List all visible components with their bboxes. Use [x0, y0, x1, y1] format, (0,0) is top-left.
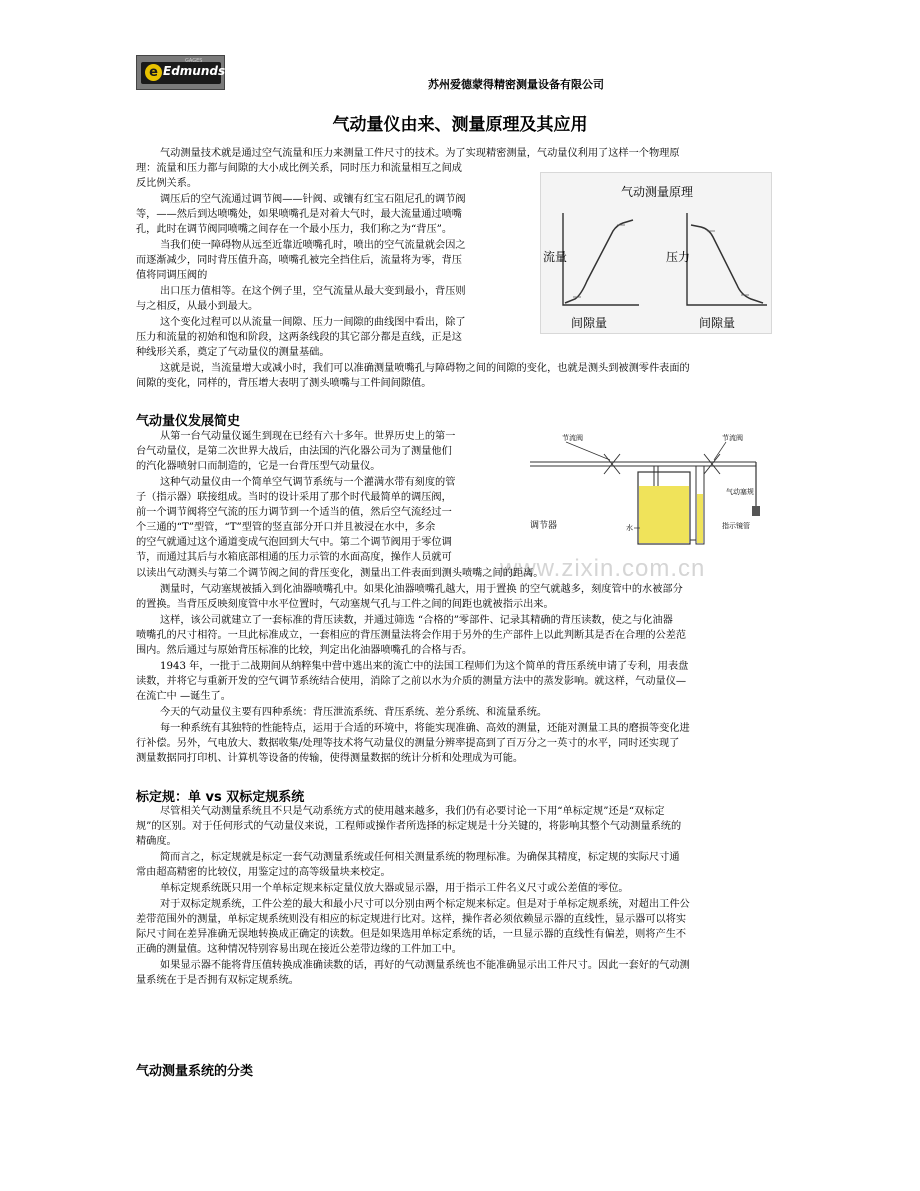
- calibration-line: 正确的测量值。这种情况特别容易出现在接近公差带边缘的工件加工中。: [136, 944, 462, 955]
- history-line: 这种气动量仪由一个简单空气调节系统与一个灌满水带有刻度的管: [160, 477, 456, 488]
- history-line: 前一个调节阀将空气流的压力调节到一个适当的值，然后空气流经过一: [136, 507, 452, 518]
- history-line: 测量时，气动塞规被插入到化油器喷嘴孔中。如果化油器喷嘴孔越大，用于置换 的空气就越多，刻度管中的水被部分: [160, 584, 683, 595]
- page-title: 气动量仪由来、测量原理及其应用: [332, 115, 588, 135]
- company-name: 苏州爱德蒙得精密测量设备有限公司: [428, 78, 604, 91]
- history-line: 1943 年，一批于二战期间从纳粹集中营中逃出来的流亡中的法国工程师们为这个简单的背压系统申请了专利，用表盘: [160, 661, 689, 672]
- history-line: 读数，并将它与重新开发的空气调节系统结合使用，消除了之前以水为介质的测量方法中的蒸发影响。就这样，气动量仪—: [136, 676, 687, 687]
- history-line: 今天的气动量仪主要有四种系统：背压泄流系统、背压系统、差分系统、和流量系统。: [160, 707, 548, 718]
- intro-line: 当我们使一障碍物从远至近靠近喷嘴孔时，喷出的空气流量就会因之: [160, 240, 466, 251]
- history-line: 测量数据同打印机、计算机等设备的传输，使得测量数据的统计分析和处理成为可能。: [136, 753, 524, 764]
- water-fill: [639, 486, 689, 543]
- history-line: 围内。然后通过与原始背压标准的比较，判定出化油器喷嘴孔的合格与否。: [136, 645, 473, 656]
- early-gauge-figure: [526, 430, 786, 570]
- intro-line: 间隙的变化，同样的，背压增大表明了测头喷嘴与工件间间隙值。: [136, 378, 432, 389]
- history-line: 的置换。当背压反映刻度管中水平位置时，气动塞规气孔与工件之间的间距也就被指示出来。: [136, 599, 554, 610]
- history-line: 个三通的“T”型管，“T”型管的竖直部分开口并且被浸在水中，多余: [136, 522, 436, 533]
- calibration-line: 规”的区别。对于任何形式的气动量仪来说，工程师或操作者所选择的标定规是十分关键的，将影响其整个气动测量系统的: [136, 821, 682, 832]
- section-heading: 气动量仪发展简史: [136, 414, 241, 429]
- history-line: 行补偿。另外，气电放大、数据收集/处理等技术将气动量仪的测量分辨率提高到了百万分之一英寸的水平，同时还实现了: [136, 738, 680, 749]
- flow-curve-marks: [573, 225, 625, 297]
- calibration-line: 单标定规系统既只用一个单标定规来标定量仪放大器或显示器，用于指示工件名义尺寸或公差值的零位。: [160, 883, 629, 894]
- valve-right-icon: [704, 454, 720, 474]
- right-xlabel: 间隙量: [699, 316, 736, 330]
- history-line: 喷嘴孔的尺寸相符。一旦此标准成立，一套相应的背压测量法将会作用于另外的生产部件上以此判断其是否在合理的公差范: [136, 630, 687, 641]
- calibration-line: 精确度。: [136, 836, 177, 847]
- calibration-line: 简而言之，标定规就是标定一套气动测量系统或任何相关测量系统的物理标准。为确保其精度，标定规的实际尺寸通: [160, 852, 680, 863]
- history-line: 子（指示器）联接组成。当时的设计采用了那个时代最简单的调压阀，: [136, 492, 452, 503]
- water-label: 水: [626, 524, 633, 532]
- intro-line: 气动测量技术就是通过空气流量和压力来测量工件尺寸的技术。为了实现精密测量，气动量仪利用了这样一个物理原: [160, 148, 680, 159]
- pressure-ylabel: 压力: [666, 250, 691, 264]
- intro-line: 这个变化过程可以从流量一间隙、压力一间隙的曲线图中看出，除了: [160, 317, 466, 328]
- regulator-label: 调节器: [530, 521, 558, 531]
- section-heading: 标定规：单 vs 双标定规系统: [136, 790, 305, 805]
- history-line: 台气动量仪，是第二次世界大战后，由法国的汽化器公司为了测量他们: [136, 446, 452, 457]
- intro-line: 反比例关系。: [136, 178, 198, 189]
- calibration-line: 尽管相关气动测量系统且不只是气动系统方式的使用越来越多，我们仍有必要讨论一下用“单标定规”还是“双标定: [160, 806, 665, 817]
- intro-line: 出口压力值相等。在这个例子里，空气流量从最大变到最小，背压则: [160, 286, 466, 297]
- intro-line: 值将同调压阀的: [136, 270, 208, 281]
- calibration-line: 常由超高精密的比较仪，用鉴定过的高等级量块来校定。: [136, 867, 391, 878]
- intro-line: 理：流量和压力都与间隙的大小成比例关系，同时压力和流量相互之间成: [136, 163, 462, 174]
- gauge-label: 气动塞规: [726, 488, 754, 496]
- intro-line: 种线形关系，奠定了气动量仪的测量基础。: [136, 347, 330, 358]
- early-gauge-svg: [526, 430, 786, 570]
- indicator-water: [697, 494, 703, 543]
- pressure-curve-marks: [707, 231, 749, 295]
- intro-line: 而逐渐减少，同时背压值升高，喷嘴孔被完全挡住后，流量将为零，背压: [136, 255, 462, 266]
- calibration-line: 如果显示器不能将背压值转换成准确读数的话，再好的气动测量系统也不能准确显示出工件尺寸。因此一套好的气动测: [160, 960, 690, 971]
- indicator-label: 指示镜管: [722, 522, 750, 530]
- section-heading: 气动测量系统的分类: [136, 1064, 254, 1079]
- calibration-line: 际尺寸间在差异准确无误地转换成正确定的读数。但是如果选用单标定系统的话，一旦显示器的直线性有偏差，则将产生不: [136, 929, 687, 940]
- edmunds-logo: [136, 55, 225, 90]
- history-line: 在流亡中 —诞生了。: [136, 691, 231, 702]
- intro-line: 压力和流量的初始和饱和阶段，这两条线段的其它部分都是直线，正是这: [136, 332, 462, 343]
- history-line: 的汽化器喷射口而制造的，它是一台背压型气动量仪。: [136, 461, 381, 472]
- logo-e-icon: e: [145, 64, 162, 81]
- watermark: www.zixin.com.cn: [500, 555, 706, 582]
- air-plug-icon: [752, 506, 760, 516]
- left-axes: [563, 213, 639, 305]
- history-line: 从第一台气动量仪诞生到现在已经有六十多年。世界历史上的第一: [160, 431, 456, 442]
- pneumatic-principle-figure: [540, 172, 772, 334]
- logo-text: Edmunds: [163, 64, 226, 78]
- history-line: 以读出气动测头与第二个调节阀之间的背压变化，测量出工件表面到测头喷嘴之间的距离。: [136, 568, 544, 579]
- pressure-curve: [691, 225, 763, 303]
- principle-curves-svg: [541, 173, 771, 333]
- valve-left-label: 节流阀: [562, 434, 583, 442]
- history-line: 节，而通过其后与水箱底部相通的压力示管的水面高度，操作人员就可: [136, 552, 452, 563]
- valve-left-icon: [604, 454, 620, 474]
- flow-curve: [565, 220, 633, 303]
- calibration-line: 差带范围外的测量，单标定规系统则没有相应的标定规进行比对。这样，操作者必须依赖显示器的直线性，显示器可以将实: [136, 914, 687, 925]
- flow-ylabel: 流量: [543, 250, 568, 264]
- valve-left-leader: [566, 442, 610, 460]
- history-line: 的空气就通过这个通道变成气泡回到大气中。第二个调节阀用于零位调: [136, 537, 452, 548]
- air-pipe: [530, 462, 756, 466]
- calibration-line: 对于双标定规系统，工件公差的最大和最小尺寸可以分别由两个标定规来标定。但是对于单标定规系统，对超出工件公: [160, 899, 690, 910]
- logo-gages-text: GAGES: [185, 58, 203, 64]
- calibration-line: 量系统在于是否拥有双标定规系统。: [136, 975, 299, 986]
- intro-line: 等，——然后到达喷嘴处，如果喷嘴孔是对着大气时，最大流量通过喷嘴: [136, 209, 462, 220]
- intro-line: 与之相反，从最小到最大。: [136, 301, 259, 312]
- intro-line: 调压后的空气流通过调节阀——针阀、或镶有红宝石阻尼孔的调节阀: [160, 194, 466, 205]
- figure-title: 气动测量原理: [621, 185, 694, 199]
- valve-right-label: 节流阀: [722, 434, 743, 442]
- valve-right-leader: [714, 442, 726, 460]
- history-line: 每一种系统有其独特的性能特点，运用于合适的环境中，将能实现准确、高效的测量，还能对测量工具的磨损等变化进: [160, 723, 690, 734]
- left-xlabel: 间隙量: [571, 316, 608, 330]
- intro-line: 孔，此时在调节阀同喷嘴之间存在一个最小压力，我们称之为“背压”。: [136, 224, 453, 235]
- history-line: 这样，该公司就建立了一套标准的背压读数，并通过筛选 “合格的”零部件、记录其精确的背压读数，使之与化油器: [160, 615, 673, 626]
- intro-line: 这就是说，当流量增大或减小时，我们可以准确测量喷嘴孔与障碍物之间的间隙的变化，也就是测头到被测零件表面的: [160, 363, 690, 374]
